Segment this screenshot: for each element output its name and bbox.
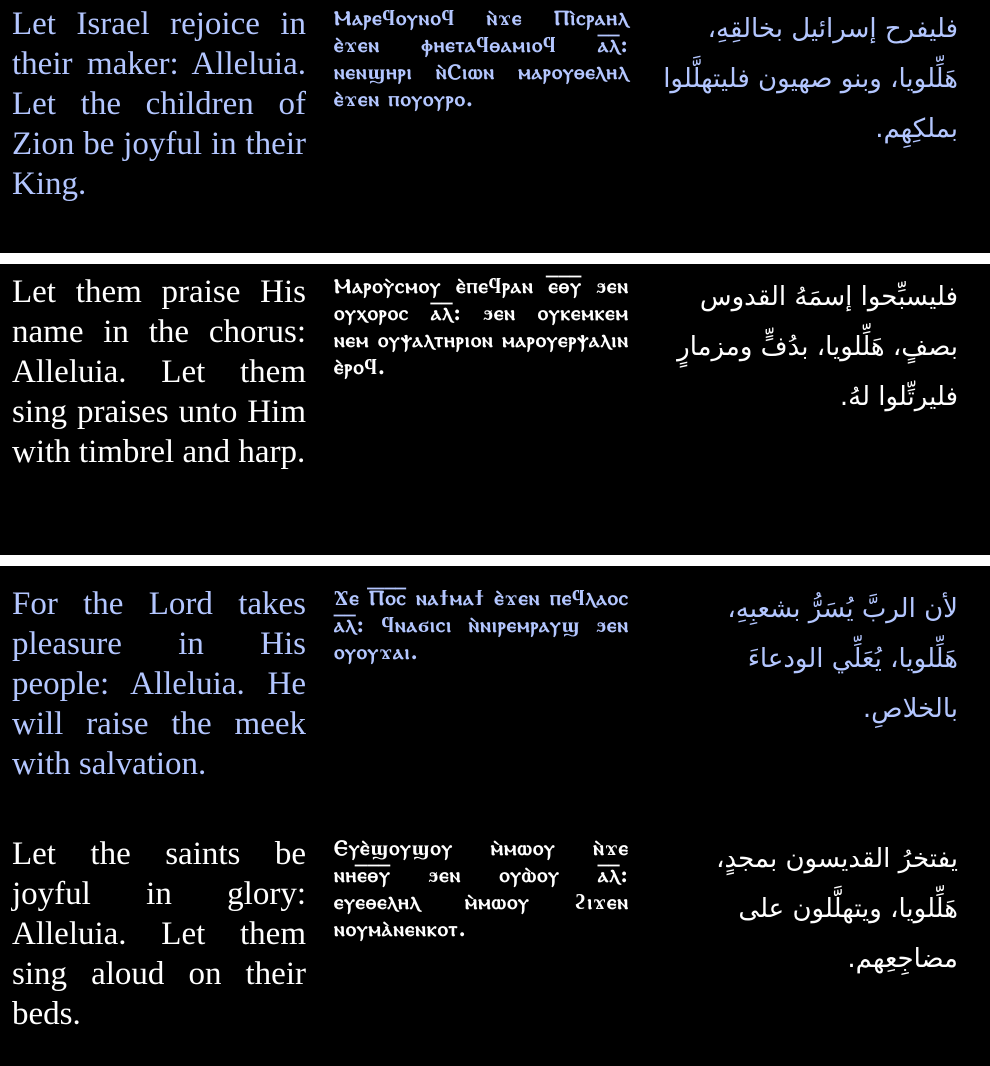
- arabic-text: فليسبِّحوا إسمَهُ القدوس بصفٍ، هَلِّلويا، بدُفٍّ ومزمارٍ فليرتِّلوا لهُ.: [677, 282, 958, 412]
- coptic-text: Ϫⲉ Ⲡ̅ⲟ̅ⲥ̅ ⲛⲁϯⲙⲁϯ ⲉ̀ϫⲉⲛ ⲡⲉϥⲗⲁⲟⲥ ⲁ̅ⲗ̅: ϥⲛⲁϭⲓⲥⲓ ⲛ̀ⲛⲓⲣⲉⲙⲣⲁⲩϣ ϧⲉⲛ ⲟⲩⲟⲩϫⲁⲓ.: [334, 585, 629, 664]
- english-text: Let Israel rejoice in their maker: Alleluia. Let the children of Zion be joyful in their King.: [12, 6, 306, 202]
- verse-row: [0, 834, 990, 1064]
- arabic-text: لأن الربَّ يُسَرُّ بشعبِهِ، هَلِّلويا، يُعَلِّي الودعاءَ بالخلاصِ.: [727, 594, 958, 724]
- verse-row: [0, 4, 990, 249]
- coptic-text: Ⲉⲩⲉ̀ϣⲟⲩϣⲟⲩ ⲙ̀ⲙⲱⲟⲩ ⲛ̀ϫⲉ ⲛⲏⲉ̅ⲑ̅ⲩ̅ ϧⲉⲛ ⲟⲩⲱ̀ⲟⲩ ⲁ̅ⲗ̅: ⲉⲩⲉⲑⲉⲗⲏⲗ ⲙ̀ⲙⲱⲟⲩ ϩⲓϫⲉⲛ ⲛⲟⲩⲙⲁ̀ⲛⲉⲛⲕⲟⲧ.: [334, 835, 629, 941]
- english-text: Let the saints be joyful in glory: Alleluia. Let them sing aloud on their beds.: [12, 836, 306, 1032]
- coptic-text: Ⲙⲁⲣⲉϥⲟⲩⲛⲟϥ ⲛ̀ϫⲉ Ⲡⲓ̀ⲥⲣⲁⲏⲗ ⲉ̀ϫⲉⲛ ⲫⲏⲉⲧⲁϥⲑⲁⲙⲓⲟϥ ⲁ̅ⲗ̅: ⲛⲉⲛϣⲏⲣⲓ ⲛ̀Ⲥⲓⲱⲛ ⲙⲁⲣⲟⲩⲑⲉⲗⲏⲗ ⲉ̀ϫⲉⲛ ⲡⲟⲩⲟⲩⲣⲟ.: [334, 5, 629, 111]
- english-text: Let them praise His name in the chorus: Alleluia. Let them sing praises unto Him with timbrel and harp.: [12, 274, 306, 470]
- coptic-text: Ⲙⲁⲣⲟⲩ̀ⲥⲙⲟⲩ ⲉ̀ⲡⲉϥⲣⲁⲛ ⲉ̅ⲑ̅ⲩ̅ ϧⲉⲛ ⲟⲩⲭⲟⲣⲟⲥ ⲁ̅ⲗ̅: ϧⲉⲛ ⲟⲩⲕⲉⲙⲕⲉⲙ ⲛⲉⲙ ⲟⲩⲯⲁⲗⲧⲏⲣⲓⲟⲛ ⲙⲁⲣⲟⲩⲉⲣⲯⲁⲗⲓⲛ ⲉ̀ⲣⲟϥ.: [334, 273, 629, 379]
- english-text: For the Lord takes pleasure in His people: Alleluia. He will raise the meek with salvation.: [12, 586, 306, 782]
- arabic-text: يفتخرُ القديسون بمجدٍ، هَلِّلويا، ويتهلَّلون على مضاجِعِهم.: [716, 844, 958, 974]
- arabic-text: فليفرح إسرائيل بخالقِهِ، هَلِّلويا، وبنو صهيون فليتهلَّلوا بملكِهِم.: [663, 14, 958, 144]
- verse-block: [0, 566, 990, 1066]
- verse-row: [0, 584, 990, 824]
- verse-block: [0, 0, 990, 253]
- verse-block: [0, 264, 990, 555]
- verse-row: [0, 272, 990, 552]
